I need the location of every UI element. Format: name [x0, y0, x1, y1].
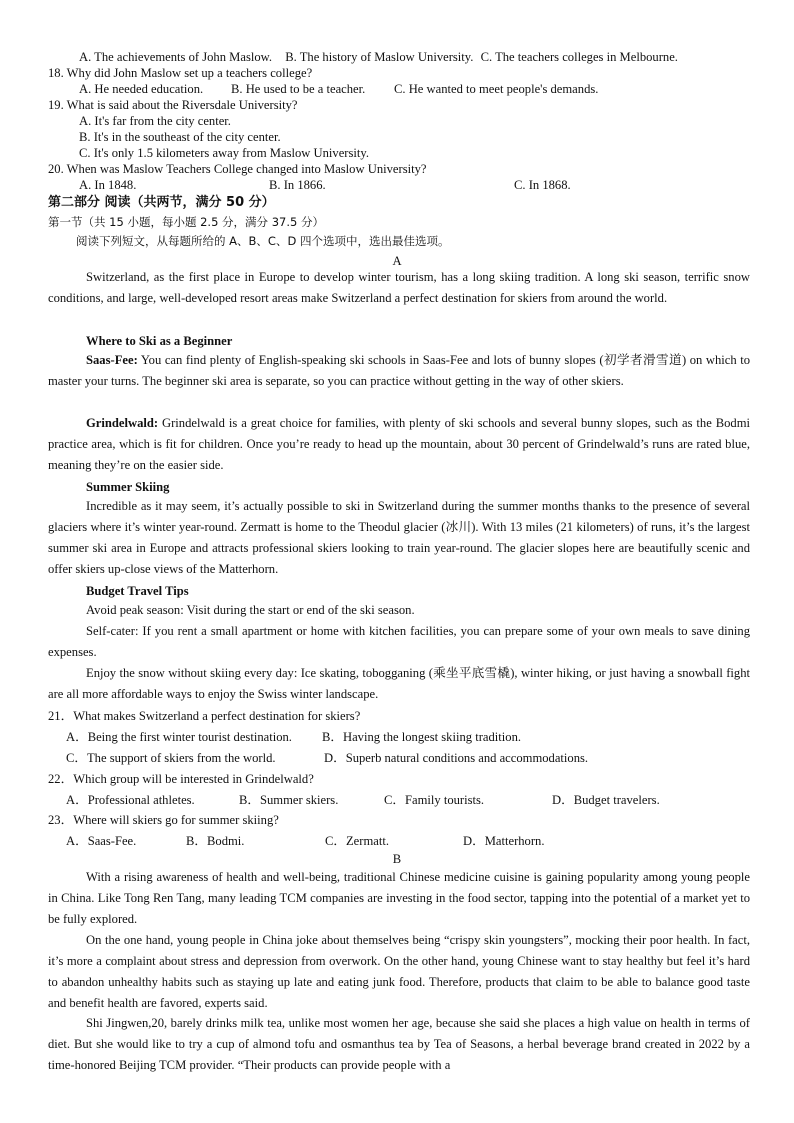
tip-enjoy-snow: Enjoy the snow without skiing every day: Ice skating, tobogganing (乘坐平底雪橇), winter hiking, or just having a snowball fight are all more affordable ways to enjoy the Swiss winter landscape. — [48, 666, 750, 701]
grindelwald-text: Grindelwald is a great choice for families, with plenty of ski schools and several bunny slopes, such as the Bodmi practice area, which is fit for children. Once you’re ready to head up the mountain, about 30 percent of Grindelwald’s runs are rated blue, meaning they’re on the easier side. — [48, 416, 750, 472]
q19-option-c: C. It's only 1.5 kilometers away from Maslow University. — [79, 146, 370, 160]
q18-option-a: A. He needed education. — [79, 82, 204, 96]
q18-option-c: C. He wanted to meet people's demands. — [394, 82, 599, 96]
q17-options — [79, 49, 678, 65]
q22-option-a: A．Professional athletes. — [66, 793, 195, 807]
part2-title: 第二部分 阅读（共两节，满分 50 分） — [48, 195, 275, 210]
passage-a-label: A — [392, 254, 402, 268]
q20-question: 20. When was Maslow Teachers College changed into Maslow University? — [48, 162, 427, 176]
passage-b-label: B — [392, 852, 402, 866]
q21-question: 21．What makes Switzerland a perfect destination for skiers? — [48, 709, 361, 723]
q23-option-c: C．Zermatt. — [325, 834, 390, 848]
q19-option-a: A. It's far from the city center. — [79, 114, 231, 128]
passage-b-paragraph-2: On the one hand, young people in China joke about themselves being “crispy skin youngsters”, mocking their poor health. In fact, it’s more a complaint about stress and depression from overwork. On the other hand, young Chinese want to stay healthy but feel it’s hard to abandon unhealthy habits such as staying up late and eating junk food. Therefore, products that claim to be able to balance good taste and benefit health are favored, experts said. — [48, 933, 750, 1010]
reading-instruction: 阅读下列短文，从每题所给的 A、B、C、D 四个选项中，选出最佳选项。 — [76, 234, 450, 248]
paragraph-saas-fee — [48, 350, 750, 392]
section1-header: 第一节（共 15 小题，每小题 2.5 分，满分 37.5 分） — [48, 215, 324, 229]
q21-option-a: A．Being the first winter tourist destination. — [66, 730, 292, 744]
q23-question: 23．Where will skiers go for summer skiing? — [48, 813, 279, 827]
passage-b-paragraph-3: Shi Jingwen,20, barely drinks milk tea, unlike most women her age, because she said she places a high value on health in terms of diet. But she would like to try a cup of almond tofu and osmanthus tea by Tea of Seasons, a herbal beverage brand created in 2022 by a time-honored Beijing TCM provider. “Their products can provide people with a — [48, 1016, 750, 1072]
q17-option-b: B. The history of Maslow University. — [285, 50, 474, 64]
q20-option-b: B. In 1866. — [269, 178, 326, 192]
saas-fee-text: You can find plenty of English-speaking ski schools in Saas-Fee and lots of bunny slopes (初学者滑雪道) on which to master your turns. The beginner ski area is separate, so you can practice without getting in the way of other skiers. — [48, 353, 750, 388]
q23-option-d: D．Matterhorn. — [463, 834, 545, 848]
q17-option-c: C. The teachers colleges in Melbourne. — [480, 50, 678, 64]
q21-option-b: B．Having the longest skiing tradition. — [322, 730, 522, 744]
q21-option-c: C．The support of skiers from the world. — [66, 751, 276, 765]
q21-option-d: D．Superb natural conditions and accommodations. — [324, 751, 589, 765]
paragraph-summer-skiing: Incredible as it may seem, it’s actually possible to ski in Switzerland during the summer months thanks to the presence of several glaciers where it’s winter year-round. Zermatt is home to the Theodul glacier (冰川). With 13 miles (21 kilometers) of runs, it’s the largest summer ski area in Europe and attracts professional skiers looking to train year-round. The glacier slopes here are beautifully scenic and offer skiers up-close views of the Matterhorn. — [48, 499, 750, 576]
q19-option-b: B. It's in the southeast of the city center. — [79, 130, 281, 144]
q18-option-b: B. He used to be a teacher. — [231, 82, 366, 96]
q20-option-a: A. In 1848. — [79, 178, 137, 192]
q17-option-a: A. The achievements of John Maslow. — [79, 50, 273, 64]
passage-b-paragraph-1: With a rising awareness of health and well-being, traditional Chinese medicine cuisine is gaining popularity among young people in China. Like Tong Ren Tang, many leading TCM companies are investing in the food sector, tapping into the potential of a market yet to be fully explored. — [48, 870, 750, 926]
q18-question: 18. Why did John Maslow set up a teachers college? — [48, 66, 313, 80]
q22-question: 22．Which group will be interested in Grindelwald? — [48, 772, 314, 786]
q22-option-b: B．Summer skiers. — [239, 793, 339, 807]
q22-option-c: C．Family tourists. — [384, 793, 485, 807]
q23-option-a: A．Saas-Fee. — [66, 834, 137, 848]
heading-budget-tips: Budget Travel Tips — [86, 584, 189, 598]
q22-option-d: D．Budget travelers. — [552, 793, 660, 807]
tip-self-cater: Self-cater: If you rent a small apartment or home with kitchen facilities, you can prepare some of your own meals to save dining expenses. — [48, 624, 750, 659]
tip-peak-season: Avoid peak season: Visit during the start or end of the ski season. — [86, 603, 415, 617]
heading-summer-skiing: Summer Skiing — [86, 480, 170, 494]
paragraph-grindelwald — [48, 413, 750, 476]
q19-question: 19. What is said about the Riversdale University? — [48, 98, 298, 112]
passage-a-intro: Switzerland, as the first place in Europe to develop winter tourism, has a long skiing tradition. A long ski season, terrific snow conditions, and large, well-developed resort areas make Switzerland a perfect destination for skiers from around the world. — [48, 270, 750, 305]
q20-option-c: C. In 1868. — [514, 178, 571, 192]
q23-option-b: B．Bodmi. — [186, 834, 245, 848]
grindelwald-label: Grindelwald: — [86, 416, 159, 430]
saas-fee-label: Saas-Fee: — [86, 353, 138, 367]
heading-where-to-ski: Where to Ski as a Beginner — [86, 334, 233, 348]
